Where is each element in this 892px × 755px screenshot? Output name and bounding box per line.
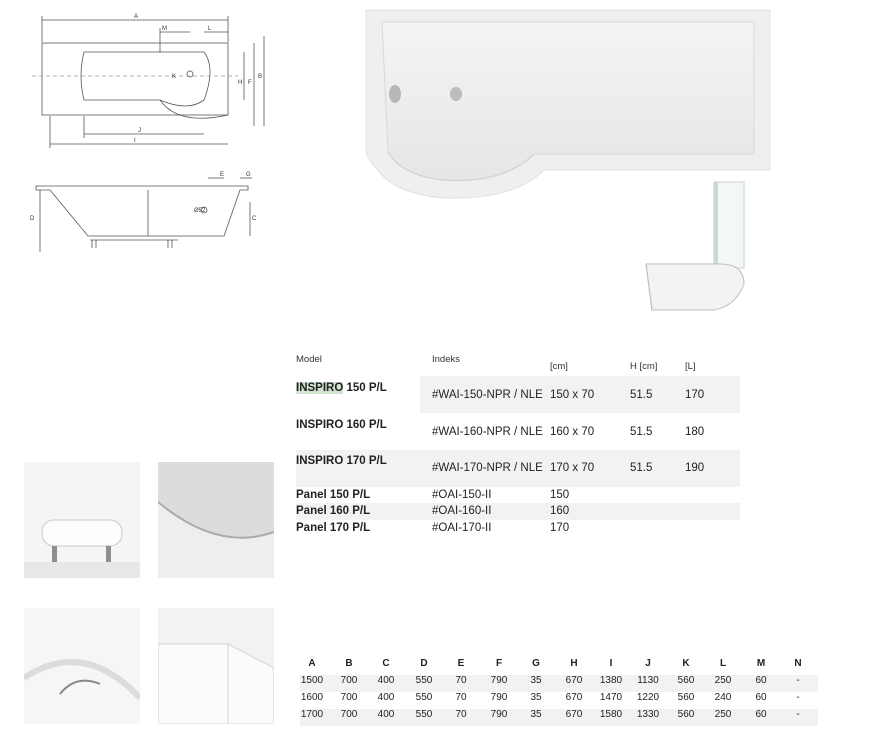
product-table (296, 350, 740, 537)
table-row (296, 413, 740, 450)
size-value: 170 (550, 522, 570, 534)
cell: 790 (490, 709, 508, 720)
panel-name: Panel 170 P/L (296, 522, 371, 534)
cell: 560 (677, 692, 695, 703)
tub-top-view-basin (81, 52, 210, 106)
index-code: #WAI-170-NPR / NLE (432, 462, 543, 474)
col-g: G (532, 658, 540, 669)
cell: 70 (455, 692, 467, 703)
dim-label-a: A (134, 14, 139, 20)
cell: 790 (490, 675, 508, 686)
dim-label-b: B (258, 74, 263, 80)
header-model: Model (296, 354, 322, 365)
cell: - (796, 675, 800, 686)
table-row (296, 487, 740, 503)
col-i: I (609, 658, 613, 669)
index-code: #OAI-150-II (432, 489, 492, 501)
height-value: 51.5 (630, 389, 653, 401)
cell: 35 (530, 709, 542, 720)
size-value: 160 (550, 505, 570, 517)
dim-label-g: G (246, 172, 251, 178)
model-name: INSPIRO 160 P/L (296, 419, 387, 431)
cell: 1700 (300, 709, 324, 720)
col-k: K (682, 658, 690, 669)
index-code: #OAI-160-II (432, 505, 492, 517)
table-row (300, 709, 818, 726)
cell: 550 (415, 709, 433, 720)
cell: - (796, 692, 800, 703)
cell: 700 (340, 692, 358, 703)
dim-label-e: E (220, 172, 225, 178)
dim-label-j: J (138, 128, 141, 134)
bathtub-photo (364, 8, 772, 204)
cell: 1580 (599, 709, 623, 720)
tub-top-view-outline (42, 43, 228, 115)
index-code: #WAI-160-NPR / NLE (432, 426, 543, 438)
model-name: INSPIRO 170 P/L (296, 455, 387, 467)
col-a: A (308, 658, 316, 669)
panel-name: Panel 150 P/L (296, 489, 371, 501)
table-row (296, 503, 740, 520)
dim-label-m: M (162, 26, 167, 32)
cell: 560 (677, 675, 695, 686)
panel-name: Panel 160 P/L (296, 505, 371, 517)
cell: 240 (714, 692, 732, 703)
cell: 250 (714, 675, 732, 686)
product-table-header (296, 350, 740, 376)
cell: 35 (530, 675, 542, 686)
corner-detail-thumbnail (158, 608, 274, 724)
col-j: J (645, 658, 651, 669)
bathtub-with-screen-photo (640, 180, 752, 312)
cell: 70 (455, 709, 467, 720)
dimensions-header (300, 658, 818, 675)
col-b: B (345, 658, 353, 669)
index-code: #WAI-150-NPR / NLE (432, 389, 543, 401)
cell: 700 (340, 709, 358, 720)
dim-label-diameter: Ø52 (194, 208, 206, 214)
cell: 790 (490, 692, 508, 703)
cell: 670 (565, 709, 583, 720)
col-m: M (756, 658, 766, 669)
size-value: 150 x 70 (550, 389, 595, 401)
cell: 70 (455, 675, 467, 686)
table-row (296, 376, 740, 413)
headrest-thumbnail (24, 462, 140, 578)
dim-label-i: I (134, 138, 136, 144)
cell: 550 (415, 675, 433, 686)
cell: 1220 (636, 692, 660, 703)
volume-value: 180 (685, 426, 705, 438)
surface-texture-thumbnail (158, 462, 274, 578)
cell: 700 (340, 675, 358, 686)
cell: 35 (530, 692, 542, 703)
height-value: 51.5 (630, 462, 653, 474)
volume-value: 190 (685, 462, 705, 474)
cell: 1380 (599, 675, 623, 686)
table-row (296, 450, 740, 487)
cell: 1330 (636, 709, 660, 720)
col-h: H (570, 658, 578, 669)
table-row (300, 692, 818, 709)
dim-label-d: D (30, 216, 35, 222)
cell: 400 (377, 692, 395, 703)
dim-label-c: C (252, 216, 257, 222)
cell: 1600 (300, 692, 324, 703)
header-volume: [L] (685, 361, 696, 372)
dimensions-table (300, 658, 818, 726)
cell: 1470 (599, 692, 623, 703)
cell: 670 (565, 692, 583, 703)
cell: 1500 (300, 675, 324, 686)
col-l: L (719, 658, 727, 669)
header-index: Indeks (432, 354, 460, 365)
table-row (296, 520, 740, 537)
cell: 560 (677, 709, 695, 720)
size-value: 170 x 70 (550, 462, 595, 474)
size-value: 150 (550, 489, 570, 501)
cell: 1130 (637, 675, 659, 686)
cell: 60 (755, 709, 767, 720)
size-value: 160 x 70 (550, 426, 595, 438)
header-height: H [cm] (630, 361, 658, 372)
cell: - (796, 709, 800, 720)
tub-side-view (36, 186, 248, 236)
cell: 60 (755, 692, 767, 703)
col-d: D (420, 658, 428, 669)
dim-label-l: L (208, 26, 212, 32)
cell: 400 (377, 675, 395, 686)
cell: 60 (755, 675, 767, 686)
cell: 400 (377, 709, 395, 720)
col-e: E (457, 658, 465, 669)
dim-label-k: K (172, 74, 177, 80)
height-value: 51.5 (630, 426, 653, 438)
cell: 250 (714, 709, 732, 720)
index-code: #OAI-170-II (432, 522, 492, 534)
col-f: F (495, 658, 503, 669)
col-n: N (794, 658, 802, 669)
volume-value: 170 (685, 389, 705, 401)
table-row (300, 675, 818, 692)
model-name: INSPIRO 150 P/L (296, 382, 387, 394)
cell: 550 (415, 692, 433, 703)
drain-detail-thumbnail (24, 608, 140, 724)
header-size: [cm] (550, 361, 568, 372)
technical-drawing (28, 8, 278, 258)
dim-label-h: H (238, 80, 243, 86)
cell: 670 (565, 675, 583, 686)
dim-label-f: F (248, 80, 252, 86)
col-c: C (382, 658, 390, 669)
